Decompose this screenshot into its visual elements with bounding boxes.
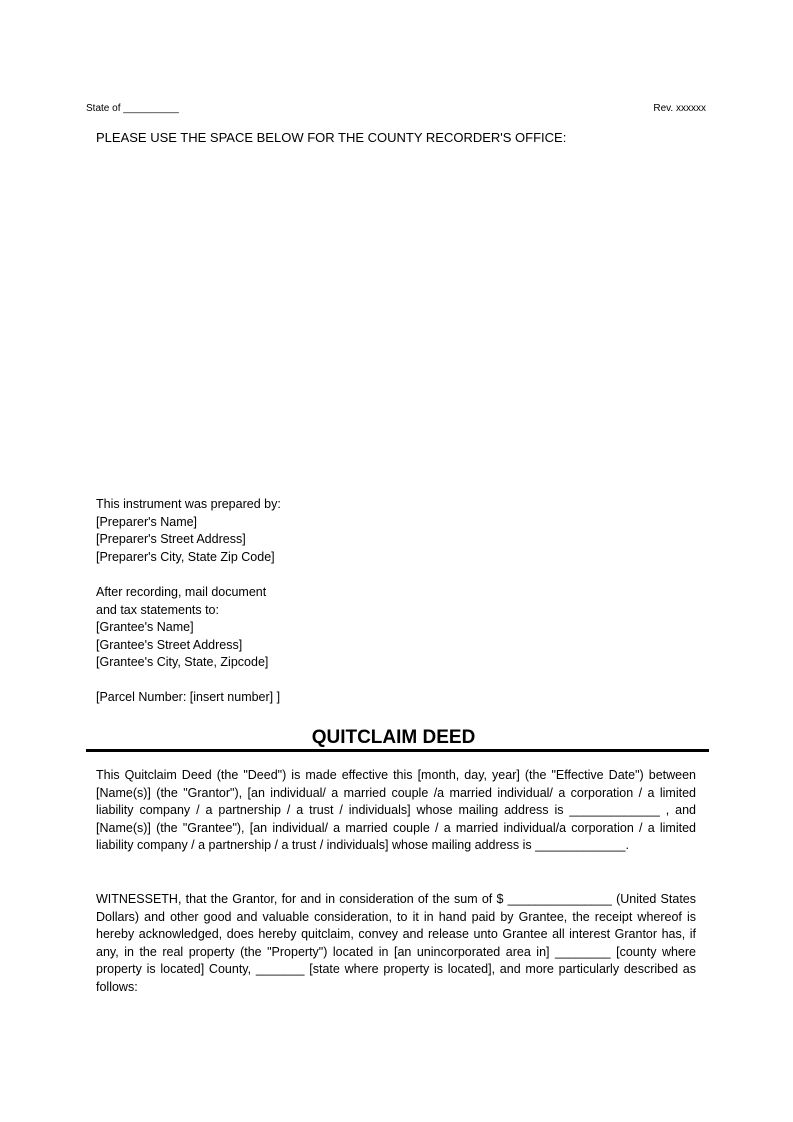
revision-label: Rev. xxxxxx — [653, 103, 706, 114]
preparer-name: [Preparer's Name] — [96, 514, 198, 529]
grantee-name: [Grantee's Name] — [96, 620, 194, 635]
preparer-street-address: [Preparer's Street Address] — [96, 532, 246, 547]
recorder-notice: PLEASE USE THE SPACE BELOW FOR THE COUNTY RECORDER'S OFFICE: — [96, 130, 567, 145]
prepared-by-block — [96, 496, 281, 566]
parcel-number: [Parcel Number: [insert number] ] — [96, 690, 281, 704]
grantee-city-state-zip: [Grantee's City, State, Zipcode] — [96, 655, 269, 670]
state-field: State of __________ — [86, 103, 179, 114]
prepared-by-heading: This instrument was prepared by: — [96, 497, 281, 511]
title-divider — [86, 749, 709, 752]
witnesseth-paragraph: WITNESSETH, that the Grantor, for and in consideration of the sum of $ _______________ (United States Dollars) and other good and valuable consideration, to it in hand paid by Grantee, the receipt whereof is hereby acknowledged, does hereby quitclaim, convey and release unto Grantee all interest Grantor has, if any, in the real property (the "Property") located in [an unincorporated area in] ________ [county where property is located] County, _______ [state where property is located], and more particularly described as follows: — [96, 892, 696, 994]
mail-to-heading-line2: and tax statements to: — [96, 602, 219, 617]
preparer-city-state-zip: [Preparer's City, State Zip Code] — [96, 549, 275, 564]
document-title: QUITCLAIM DEED — [311, 727, 476, 748]
deed-intro-paragraph: This Quitclaim Deed (the "Deed") is made effective this [month, day, year] (the "Effective Date") between [Name(s)] (the "Grantor"), [an individual/ a married couple /a married individual/ a corporation / a limited liability company / a partnership / a trust / individuals] whose mailing address is _____________ , and [Name(s)] (the "Grantee"), [an individual/ a married couple / a married individual/a corporation / a limited liability company / a partnership / a trust / individuals] whose mailing address is _____________. — [96, 768, 696, 853]
mail-to-heading-line1: After recording, mail document — [96, 585, 267, 599]
grantee-street-address: [Grantee's Street Address] — [96, 637, 243, 652]
mail-to-block — [96, 584, 268, 672]
